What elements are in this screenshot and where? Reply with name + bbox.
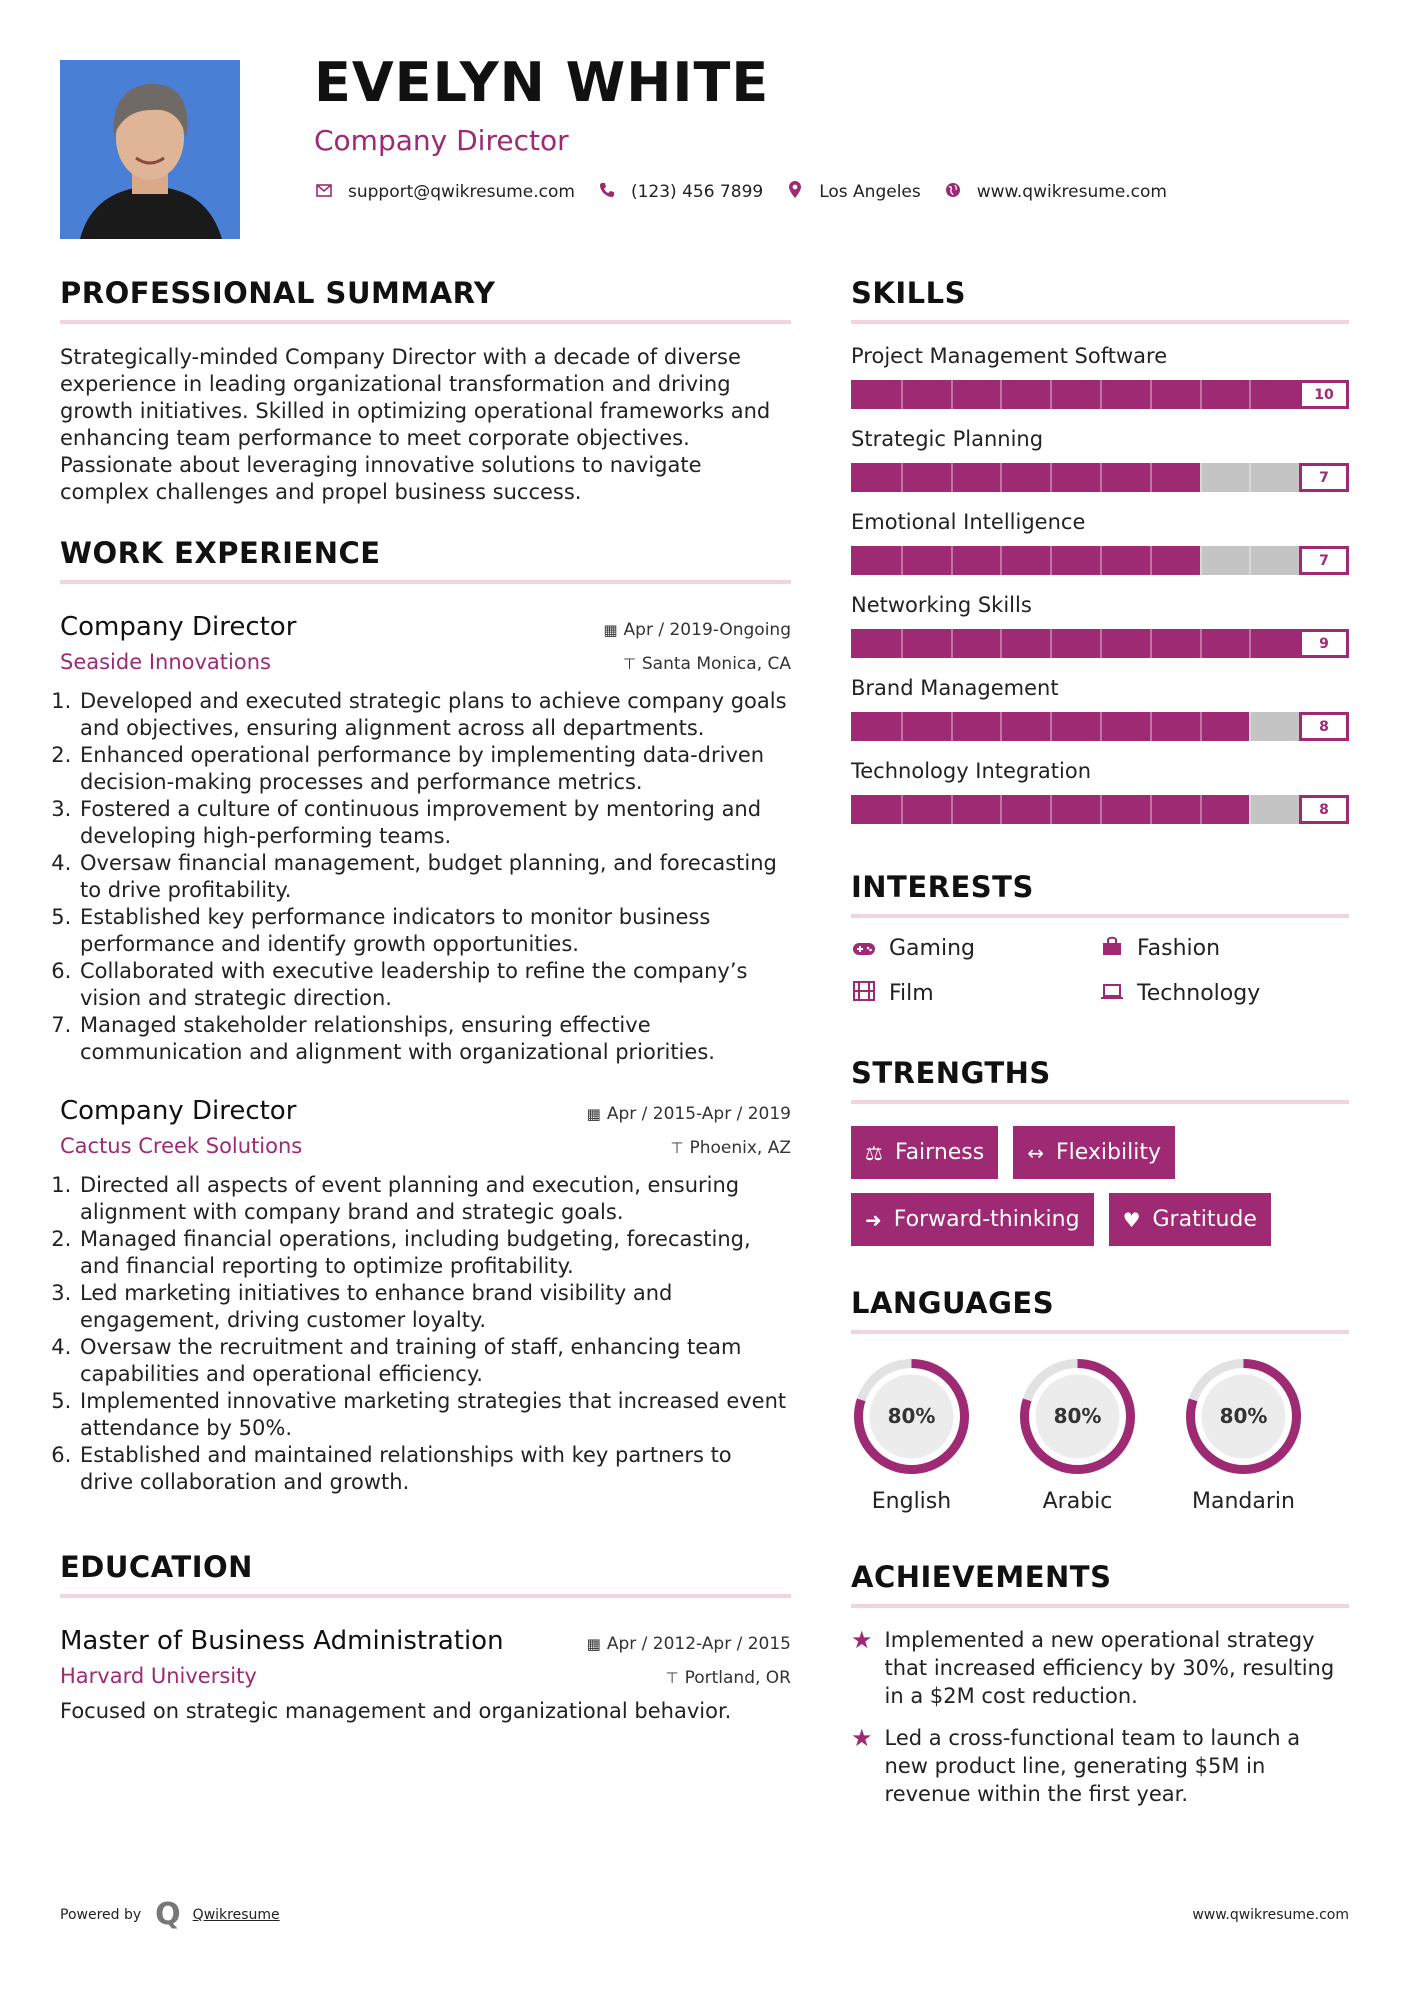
laptop-icon (1099, 982, 1125, 1006)
skill-bar-fill (851, 463, 1200, 492)
skill-bar-tick (1100, 629, 1102, 658)
calendar-icon: ▦ (603, 621, 618, 639)
interests-heading: INTERESTS (851, 870, 1349, 918)
interest-item (851, 981, 1099, 1006)
list-item: 3. Led marketing initiatives to enhance brand visibility and engagement, driving customer loyalty. (78, 1280, 791, 1334)
envelope-icon (314, 182, 334, 202)
skill-bar-tick (1050, 463, 1052, 492)
skill-bar-tick (1200, 712, 1202, 741)
company-name: Seaside Innovations (60, 650, 271, 674)
skill-name: Networking Skills (851, 593, 1032, 617)
list-item: 2. Managed financial operations, including budgeting, forecasting, and financial reporting to optimize profitability. (78, 1226, 791, 1280)
job-entry (60, 1096, 791, 1496)
shopping-bag-icon (1099, 936, 1125, 961)
languages-list (851, 1356, 1349, 1514)
skill-bar-tick (1150, 380, 1152, 409)
skill-bar-tick (1100, 463, 1102, 492)
language-percent: 80% (1219, 1404, 1268, 1428)
skill-bar-tick (1249, 712, 1251, 741)
summary-heading: PROFESSIONAL SUMMARY (60, 276, 791, 324)
list-item: 2. Enhanced operational performance by implementing data-driven decision-making processes and performance metrics. (78, 742, 791, 796)
list-item: 6. Established and maintained relationships with key partners to drive collaboration and growth. (78, 1442, 791, 1496)
skill-item (851, 344, 1349, 409)
calendar-icon: ▦ (586, 1105, 601, 1123)
skill-bar-tick (1200, 795, 1202, 824)
skill-bar-tick (1200, 546, 1202, 575)
skill-bar-tick (1000, 380, 1002, 409)
list-item: 6. Collaborated with executive leadership to refine the company’s vision and strategic direction. (78, 958, 791, 1012)
skill-bar (851, 380, 1349, 409)
skill-bar-tick (1249, 463, 1251, 492)
strength-label: Flexibility (1056, 1140, 1161, 1165)
skill-bar-tick (951, 546, 953, 575)
skill-bar-tick (1100, 380, 1102, 409)
job-location: Santa Monica, CA (641, 654, 791, 674)
skill-bar-tick (951, 795, 953, 824)
skill-level-badge: 8 (1299, 712, 1349, 741)
skill-bar-tick (1150, 463, 1152, 492)
skill-item (851, 676, 1349, 741)
skill-bar-tick (1100, 795, 1102, 824)
interest-label: Fashion (1137, 936, 1221, 961)
interest-label: Gaming (889, 936, 975, 961)
star-badge-icon: ★ (851, 1724, 873, 1752)
skill-level-badge: 7 (1299, 463, 1349, 492)
interest-label: Film (889, 981, 934, 1006)
skill-item (851, 427, 1349, 492)
education-description: Focused on strategic management and organizational behavior. (60, 1699, 732, 1723)
job-bullets (60, 1172, 791, 1496)
skill-bar-tick (1050, 712, 1052, 741)
strengths-list (851, 1126, 1349, 1246)
strength-badge (851, 1126, 998, 1179)
contact-location: Los Angeles (819, 182, 921, 202)
school-name: Harvard University (60, 1664, 257, 1688)
skill-bar-tick (1249, 629, 1251, 658)
arrow-right-icon: ➜ (865, 1207, 882, 1232)
skill-bar-tick (951, 380, 953, 409)
brand-link[interactable]: Qwikresume (192, 1907, 280, 1923)
experience-heading: WORK EXPERIENCE (60, 536, 791, 584)
strength-badge (1109, 1193, 1271, 1246)
skill-name: Strategic Planning (851, 427, 1044, 451)
skill-bar-tick (901, 546, 903, 575)
skill-level-badge: 9 (1299, 629, 1349, 658)
language-name: English (871, 1489, 952, 1514)
skill-name: Project Management Software (851, 344, 1168, 368)
interests-list (851, 936, 1349, 1006)
list-item: 4. Oversaw financial management, budget planning, and forecasting to drive profitability. (78, 850, 791, 904)
degree-title: Master of Business Administration (60, 1626, 504, 1656)
skill-bar-tick (1100, 712, 1102, 741)
heart-icon: ♥ (1122, 1207, 1141, 1232)
strength-badge (1013, 1126, 1175, 1179)
job-title: Company Director (60, 612, 297, 642)
achievement-text: Led a cross-functional team to launch a new product line, generating $5M in revenue within the first year. (884, 1726, 1301, 1806)
job-dates: Apr / 2019-Ongoing (623, 620, 791, 640)
skill-name: Technology Integration (851, 759, 1092, 783)
language-item (1017, 1356, 1138, 1514)
candidate-name: EVELYN WHITE (314, 51, 770, 114)
skill-bar-tick (951, 629, 953, 658)
language-ring (851, 1356, 972, 1477)
skill-bar-tick (901, 712, 903, 741)
pushpin-icon: ⊤ (670, 1139, 684, 1157)
skill-bar-tick (1249, 546, 1251, 575)
skill-bar-tick (1150, 546, 1152, 575)
skill-bar-tick (1000, 629, 1002, 658)
skill-bar (851, 795, 1349, 824)
strength-label: Fairness (894, 1140, 985, 1165)
achievement-item (851, 1626, 1349, 1710)
skill-bar-tick (901, 629, 903, 658)
strength-label: Gratitude (1152, 1207, 1257, 1232)
job-dates: Apr / 2015-Apr / 2019 (606, 1104, 791, 1124)
skill-item (851, 759, 1349, 824)
skill-bar-tick (951, 463, 953, 492)
skill-bar-tick (1150, 795, 1152, 824)
language-percent: 80% (887, 1404, 936, 1428)
language-ring (1183, 1356, 1304, 1477)
balance-scale-icon: ⚖ (865, 1140, 883, 1165)
interest-item (1099, 936, 1347, 961)
strengths-heading: STRENGTHS (851, 1056, 1349, 1104)
skill-level-badge: 10 (1299, 380, 1349, 409)
pushpin-icon: ⊤ (665, 1669, 679, 1687)
left-column (60, 276, 791, 1725)
job-entry (60, 612, 791, 1066)
skill-bar-tick (1000, 463, 1002, 492)
list-item: 1. Developed and executed strategic plans to achieve company goals and objectives, ensuring alignment across all departments. (78, 688, 791, 742)
language-name: Arabic (1042, 1489, 1113, 1514)
skill-level-badge: 8 (1299, 795, 1349, 824)
contact-bar (314, 180, 1189, 204)
list-item: 3. Fostered a culture of continuous improvement by mentoring and developing high-performing teams. (78, 796, 791, 850)
skill-name: Brand Management (851, 676, 1059, 700)
list-item: 4. Oversaw the recruitment and training of staff, enhancing team capabilities and operational efficiency. (78, 1334, 791, 1388)
skill-item (851, 510, 1349, 575)
skill-bar-tick (1050, 546, 1052, 575)
skill-bar-tick (1249, 380, 1251, 409)
skill-bar-tick (901, 380, 903, 409)
skill-bar (851, 546, 1349, 575)
skill-level-badge: 7 (1299, 546, 1349, 575)
interest-item (851, 936, 1099, 961)
language-name: Mandarin (1192, 1489, 1295, 1514)
company-name: Cactus Creek Solutions (60, 1134, 303, 1158)
skill-bar-tick (901, 795, 903, 824)
list-item: 5. Implemented innovative marketing strategies that increased event attendance by 50%. (78, 1388, 791, 1442)
right-column (851, 276, 1349, 1808)
powered-by-label: Powered by (60, 1907, 142, 1923)
skill-bar-tick (1100, 546, 1102, 575)
list-item: 7. Managed stakeholder relationships, ensuring effective communication and alignment with organizational priorities. (78, 1012, 791, 1066)
skills-heading: SKILLS (851, 276, 1349, 324)
contact-website[interactable]: www.qwikresume.com (976, 182, 1167, 202)
language-percent: 80% (1053, 1404, 1102, 1428)
list-item: 1. Directed all aspects of event planning and execution, ensuring alignment with company brand and strategic goals. (78, 1172, 791, 1226)
interest-item (1099, 981, 1347, 1006)
skill-bar-fill (851, 629, 1299, 658)
language-item (1183, 1356, 1304, 1514)
strength-badge (851, 1193, 1094, 1246)
achievement-item (851, 1724, 1349, 1808)
phone-icon (597, 182, 617, 203)
profile-photo (60, 60, 240, 239)
film-icon (851, 981, 877, 1006)
interest-label: Technology (1137, 981, 1261, 1006)
education-heading: EDUCATION (60, 1550, 791, 1598)
gamepad-icon (851, 937, 877, 961)
skill-bar-tick (1200, 629, 1202, 658)
skill-bar (851, 629, 1349, 658)
skill-bar-fill (851, 546, 1200, 575)
strength-label: Forward-thinking (893, 1207, 1080, 1232)
job-title: Company Director (60, 1096, 297, 1126)
skill-bar-tick (1050, 380, 1052, 409)
qwikresume-logo-icon: Q (155, 1897, 181, 1932)
skill-bar (851, 712, 1349, 741)
candidate-title: Company Director (314, 124, 569, 157)
language-item (851, 1356, 972, 1514)
achievements-heading: ACHIEVEMENTS (851, 1560, 1349, 1608)
map-pin-icon (785, 181, 805, 203)
globe-icon (943, 182, 963, 203)
contact-phone[interactable]: (123) 456 7899 (630, 182, 764, 202)
summary-text: Strategically-minded Company Director with a decade of diverse experience in leading organizational transformation and driving growth initiatives. Skilled in optimizing operational frameworks and enhancing team performance to meet corporate objectives. Passionate about leveraging innovative solutions to navigate complex challenges and propel business success. (60, 345, 771, 504)
footer-website[interactable]: www.qwikresume.com (1192, 1907, 1349, 1923)
languages-heading: LANGUAGES (851, 1286, 1349, 1334)
skills-list (851, 344, 1349, 824)
skill-bar-tick (1200, 380, 1202, 409)
skill-bar-tick (1200, 463, 1202, 492)
skill-bar-tick (1249, 795, 1251, 824)
education-entry (60, 1626, 791, 1725)
calendar-icon: ▦ (586, 1635, 601, 1653)
education-dates: Apr / 2012-Apr / 2015 (606, 1634, 791, 1654)
skill-bar-tick (1000, 712, 1002, 741)
skill-item (851, 593, 1349, 658)
skill-bar (851, 463, 1349, 492)
education-location: Portland, OR (684, 1668, 791, 1688)
skill-bar-tick (951, 712, 953, 741)
pushpin-icon: ⊤ (622, 655, 636, 673)
skill-bar-tick (1050, 795, 1052, 824)
skill-bar-tick (901, 463, 903, 492)
contact-email[interactable]: support@qwikresume.com (348, 182, 575, 202)
skill-bar-tick (1000, 546, 1002, 575)
job-bullets (60, 688, 791, 1066)
skill-name: Emotional Intelligence (851, 510, 1086, 534)
skill-bar-tick (1150, 629, 1152, 658)
skill-bar-tick (1000, 795, 1002, 824)
achievement-text: Implemented a new operational strategy that increased efficiency by 30%, resulting in a $2M cost reduction. (884, 1628, 1335, 1708)
footer-branding (60, 1897, 280, 1932)
star-badge-icon: ★ (851, 1626, 873, 1654)
list-item: 5. Established key performance indicators to monitor business performance and identify growth opportunities. (78, 904, 791, 958)
language-ring (1017, 1356, 1138, 1477)
skill-bar-tick (1050, 629, 1052, 658)
profile-portrait (60, 60, 240, 239)
arrows-horizontal-icon: ↔ (1027, 1140, 1044, 1165)
job-location: Phoenix, AZ (689, 1138, 791, 1158)
skill-bar-tick (1150, 712, 1152, 741)
